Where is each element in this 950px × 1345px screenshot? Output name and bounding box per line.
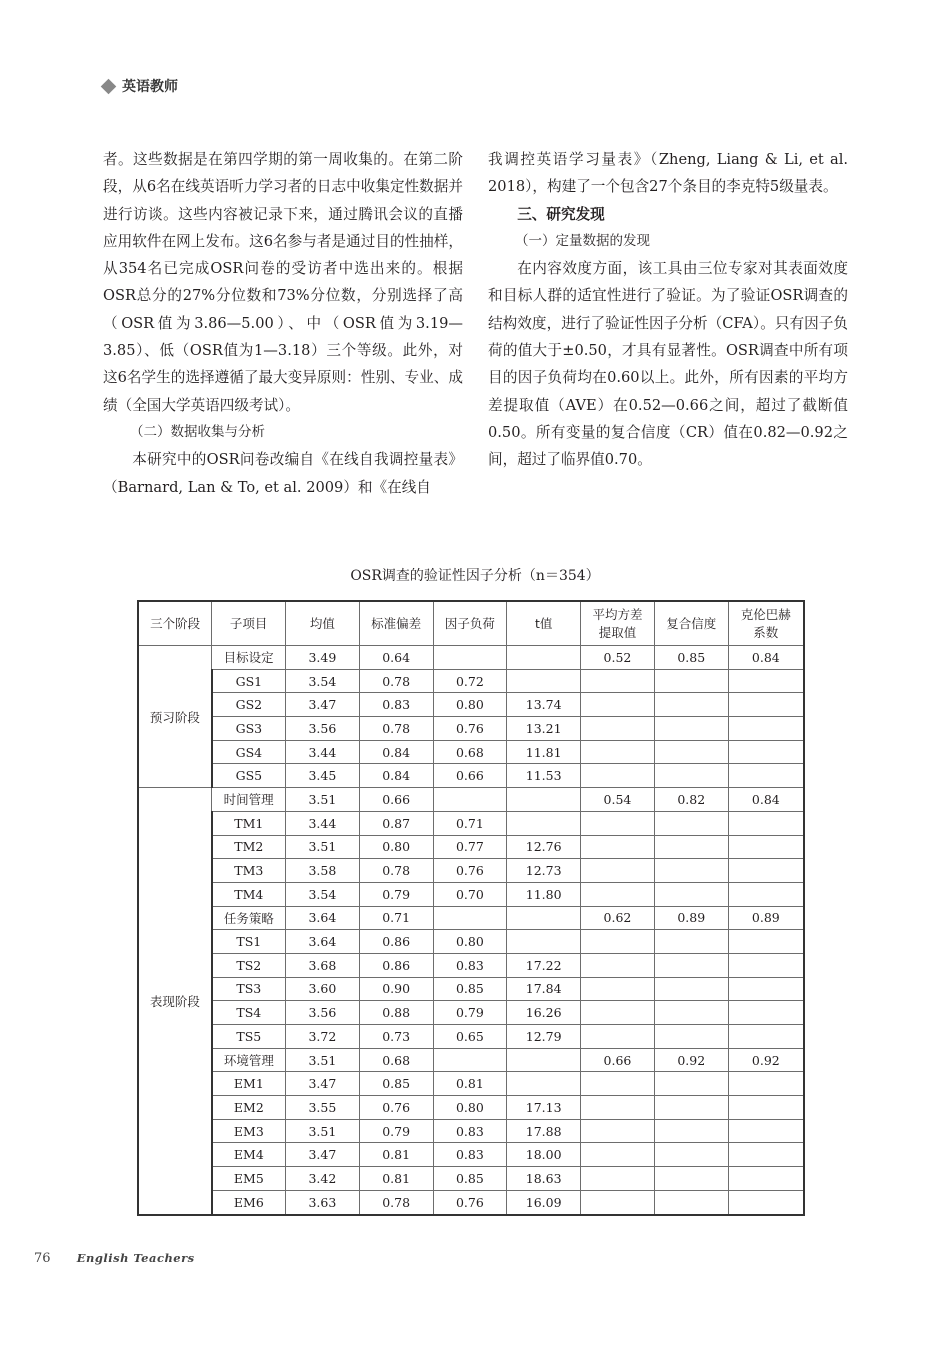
value-cell: 3.47: [285, 693, 359, 717]
value-cell: [728, 1096, 804, 1120]
table-row: [138, 693, 804, 717]
value-cell: 0.71: [359, 906, 433, 930]
value-cell: 0.77: [433, 835, 507, 859]
table-body: [138, 646, 804, 1215]
value-cell: 0.86: [359, 930, 433, 954]
value-cell: 3.45: [285, 764, 359, 788]
value-cell: [507, 811, 581, 835]
value-cell: 3.55: [285, 1096, 359, 1120]
value-cell: [654, 882, 728, 906]
value-cell: 0.84: [359, 764, 433, 788]
value-cell: 0.88: [359, 1001, 433, 1025]
value-cell: 0.78: [359, 1190, 433, 1214]
subitem-cell: GS2: [212, 693, 286, 717]
value-cell: 17.22: [507, 953, 581, 977]
value-cell: 0.84: [359, 740, 433, 764]
value-cell: 0.73: [359, 1025, 433, 1049]
value-cell: 0.81: [359, 1143, 433, 1167]
value-cell: [654, 1190, 728, 1214]
subitem-cell: EM5: [212, 1167, 286, 1191]
value-cell: [581, 717, 655, 741]
value-cell: [433, 646, 507, 670]
value-cell: 0.78: [359, 859, 433, 883]
value-cell: [728, 953, 804, 977]
value-cell: 3.64: [285, 906, 359, 930]
table-row: [138, 1167, 804, 1191]
paragraph: 本研究中的OSR问卷改编自《在线自我调控量表》（Barnard, Lan & To, et al. 2009）和《在线自: [103, 451, 463, 496]
value-cell: 17.88: [507, 1119, 581, 1143]
value-cell: [507, 930, 581, 954]
paragraph: 者。这些数据是在第四学期的第一周收集的。在第二阶段，从6名在线英语听力学习者的日志中收集定性数据并进行访谈。这些内容被记录下来，通过腾讯会议的直播应用软件在网上发布。这6名参与者是通过目的性抽样，从354名已完成OSR问卷的受访者中选出来的。根据OSR总分的27%分位数和73%分位数，分别选择了高（OSR值为3.86—5.00）、中（OSR值为3.19—3.85）、低（OSR值为1—3.18）三个等级。此外，对这6名学生的选择遵循了最大变异原则：性别、专业、成绩（全国大学英语四级考试）。: [103, 151, 463, 414]
cfa-table: [137, 600, 805, 1216]
subitem-cell: TS1: [212, 930, 286, 954]
value-cell: [581, 859, 655, 883]
value-cell: 0.70: [433, 882, 507, 906]
value-cell: 3.51: [285, 788, 359, 812]
value-cell: [654, 811, 728, 835]
value-cell: [581, 1096, 655, 1120]
table-row: [138, 1001, 804, 1025]
journal-name: English Teachers: [76, 1251, 195, 1265]
value-cell: 0.89: [654, 906, 728, 930]
journal-title: 英语教师: [122, 79, 178, 95]
value-cell: [433, 906, 507, 930]
value-cell: 3.42: [285, 1167, 359, 1191]
value-cell: [728, 811, 804, 835]
value-cell: 0.76: [359, 1096, 433, 1120]
value-cell: 0.78: [359, 669, 433, 693]
value-cell: 0.83: [433, 1119, 507, 1143]
header-cell: 均值: [285, 601, 359, 646]
subitem-cell: GS1: [212, 669, 286, 693]
value-cell: 3.47: [285, 1072, 359, 1096]
value-cell: 11.81: [507, 740, 581, 764]
value-cell: 0.85: [654, 646, 728, 670]
value-cell: [581, 1190, 655, 1214]
value-cell: 0.81: [433, 1072, 507, 1096]
value-cell: [581, 953, 655, 977]
value-cell: 3.44: [285, 740, 359, 764]
value-cell: [507, 1048, 581, 1072]
value-cell: 12.73: [507, 859, 581, 883]
value-cell: 0.90: [359, 977, 433, 1001]
subitem-cell: TM4: [212, 882, 286, 906]
table-row: [138, 835, 804, 859]
header-cell: t值: [507, 601, 581, 646]
value-cell: [581, 764, 655, 788]
value-cell: 3.54: [285, 882, 359, 906]
value-cell: 3.51: [285, 1119, 359, 1143]
header-cell: 复合信度: [654, 601, 728, 646]
value-cell: 0.86: [359, 953, 433, 977]
value-cell: 3.49: [285, 646, 359, 670]
value-cell: [654, 717, 728, 741]
table-row: [138, 977, 804, 1001]
section-subheading: （一）定量数据的发现: [515, 232, 650, 249]
running-header: [103, 76, 178, 96]
table-row: [138, 1190, 804, 1214]
stage-cell: 预习阶段: [138, 646, 212, 788]
value-cell: [654, 953, 728, 977]
value-cell: 0.66: [581, 1048, 655, 1072]
value-cell: 0.84: [728, 646, 804, 670]
table-caption: OSR调查的验证性因子分析（n＝354）: [350, 568, 600, 584]
table-row: [138, 1025, 804, 1049]
value-cell: [728, 1167, 804, 1191]
subitem-cell: EM4: [212, 1143, 286, 1167]
value-cell: 0.72: [433, 669, 507, 693]
value-cell: 3.47: [285, 1143, 359, 1167]
value-cell: [654, 693, 728, 717]
table-row: [138, 669, 804, 693]
value-cell: 0.76: [433, 859, 507, 883]
value-cell: [581, 1072, 655, 1096]
value-cell: 0.64: [359, 646, 433, 670]
value-cell: [654, 1025, 728, 1049]
value-cell: 0.83: [433, 1143, 507, 1167]
subitem-cell: GS3: [212, 717, 286, 741]
header-cell: 平均方差提取值: [581, 601, 655, 646]
value-cell: 0.83: [359, 693, 433, 717]
value-cell: [728, 882, 804, 906]
value-cell: 0.80: [433, 930, 507, 954]
value-cell: 0.80: [433, 693, 507, 717]
subitem-cell: GS4: [212, 740, 286, 764]
subitem-cell: TM3: [212, 859, 286, 883]
value-cell: 0.65: [433, 1025, 507, 1049]
value-cell: 16.26: [507, 1001, 581, 1025]
value-cell: 3.44: [285, 811, 359, 835]
value-cell: [581, 835, 655, 859]
value-cell: [581, 1119, 655, 1143]
table-row: [138, 859, 804, 883]
value-cell: [507, 669, 581, 693]
table-header-row: [138, 601, 804, 646]
subitem-cell: 任务策略: [212, 906, 286, 930]
value-cell: 0.62: [581, 906, 655, 930]
value-cell: [581, 693, 655, 717]
subitem-cell: 时间管理: [212, 788, 286, 812]
table-row: [138, 906, 804, 930]
value-cell: [654, 1119, 728, 1143]
value-cell: [654, 859, 728, 883]
value-cell: [654, 977, 728, 1001]
subitem-cell: EM6: [212, 1190, 286, 1214]
value-cell: 3.63: [285, 1190, 359, 1214]
value-cell: 0.79: [433, 1001, 507, 1025]
diamond-icon: [101, 78, 117, 94]
value-cell: 0.84: [728, 788, 804, 812]
value-cell: 3.51: [285, 1048, 359, 1072]
value-cell: 3.56: [285, 1001, 359, 1025]
value-cell: [581, 1167, 655, 1191]
value-cell: 13.21: [507, 717, 581, 741]
value-cell: [433, 1048, 507, 1072]
value-cell: 0.66: [359, 788, 433, 812]
value-cell: [654, 1001, 728, 1025]
value-cell: 12.79: [507, 1025, 581, 1049]
value-cell: [433, 788, 507, 812]
value-cell: 0.80: [359, 835, 433, 859]
value-cell: [728, 859, 804, 883]
table-row: [138, 882, 804, 906]
value-cell: 3.54: [285, 669, 359, 693]
subitem-cell: EM1: [212, 1072, 286, 1096]
value-cell: [728, 1001, 804, 1025]
page-number: 76: [34, 1251, 51, 1266]
header-cell: 标准偏差: [359, 601, 433, 646]
value-cell: 3.64: [285, 930, 359, 954]
value-cell: [654, 1143, 728, 1167]
value-cell: 0.92: [728, 1048, 804, 1072]
section-subheading: （二）数据收集与分析: [130, 423, 265, 440]
table-row: [138, 811, 804, 835]
value-cell: [654, 740, 728, 764]
value-cell: 3.72: [285, 1025, 359, 1049]
right-column: [488, 146, 848, 474]
value-cell: 0.87: [359, 811, 433, 835]
table-row: [138, 646, 804, 670]
value-cell: 0.68: [359, 1048, 433, 1072]
value-cell: 0.79: [359, 882, 433, 906]
header-cell: 子项目: [212, 601, 286, 646]
value-cell: 3.56: [285, 717, 359, 741]
value-cell: [581, 811, 655, 835]
page-footer: [34, 1251, 195, 1266]
value-cell: [581, 930, 655, 954]
value-cell: 3.60: [285, 977, 359, 1001]
table-row: [138, 930, 804, 954]
value-cell: [654, 669, 728, 693]
value-cell: [728, 693, 804, 717]
section-heading: 三、研究发现: [517, 205, 605, 223]
value-cell: 0.78: [359, 717, 433, 741]
value-cell: [581, 740, 655, 764]
subitem-cell: EM2: [212, 1096, 286, 1120]
stage-cell: 表现阶段: [138, 788, 212, 1215]
subitem-cell: EM3: [212, 1119, 286, 1143]
value-cell: 0.68: [433, 740, 507, 764]
value-cell: [581, 977, 655, 1001]
table-row: [138, 717, 804, 741]
table-row: [138, 788, 804, 812]
header-cell: 克伦巴赫系数: [728, 601, 804, 646]
value-cell: [654, 1167, 728, 1191]
value-cell: [728, 977, 804, 1001]
value-cell: 0.54: [581, 788, 655, 812]
value-cell: 0.76: [433, 1190, 507, 1214]
value-cell: [581, 1143, 655, 1167]
value-cell: 12.76: [507, 835, 581, 859]
value-cell: [507, 906, 581, 930]
value-cell: [728, 1025, 804, 1049]
value-cell: [507, 1072, 581, 1096]
value-cell: 16.09: [507, 1190, 581, 1214]
table-row: [138, 1119, 804, 1143]
value-cell: 0.79: [359, 1119, 433, 1143]
value-cell: 0.85: [433, 977, 507, 1001]
paragraph: 在内容效度方面，该工具由三位专家对其表面效度和目标人群的适宜性进行了验证。为了验证OSR调查的结构效度，进行了验证性因子分析（CFA）。只有因子负荷的值大于±0.50，才具有显著性。OSR调查中所有项目的因子负荷均在0.60以上。此外，所有因素的平均方差提取值（AVE）在0.52—0.66之间，超过了截断值0.50。所有变量的复合信度（CR）值在0.82—0.92之间，超过了临界值0.70。: [488, 260, 848, 469]
subitem-cell: GS5: [212, 764, 286, 788]
subitem-cell: TM1: [212, 811, 286, 835]
value-cell: [728, 1072, 804, 1096]
value-cell: [654, 930, 728, 954]
value-cell: 0.76: [433, 717, 507, 741]
subitem-cell: TS2: [212, 953, 286, 977]
value-cell: [654, 764, 728, 788]
value-cell: [654, 835, 728, 859]
value-cell: 0.71: [433, 811, 507, 835]
value-cell: 0.85: [359, 1072, 433, 1096]
value-cell: [581, 882, 655, 906]
value-cell: [581, 1001, 655, 1025]
subitem-cell: 环境管理: [212, 1048, 286, 1072]
table-row: [138, 953, 804, 977]
table-row: [138, 740, 804, 764]
table-row: [138, 1096, 804, 1120]
value-cell: 3.58: [285, 859, 359, 883]
value-cell: 0.83: [433, 953, 507, 977]
subitem-cell: 目标设定: [212, 646, 286, 670]
value-cell: 3.68: [285, 953, 359, 977]
value-cell: 11.53: [507, 764, 581, 788]
value-cell: 0.92: [654, 1048, 728, 1072]
left-column: [103, 146, 463, 501]
value-cell: 0.80: [433, 1096, 507, 1120]
table-row: [138, 764, 804, 788]
value-cell: [507, 646, 581, 670]
subitem-cell: TS3: [212, 977, 286, 1001]
value-cell: [728, 835, 804, 859]
value-cell: [581, 1025, 655, 1049]
header-cell: 因子负荷: [433, 601, 507, 646]
value-cell: 11.80: [507, 882, 581, 906]
table-row: [138, 1048, 804, 1072]
value-cell: [728, 717, 804, 741]
value-cell: [728, 669, 804, 693]
value-cell: 0.52: [581, 646, 655, 670]
value-cell: 17.84: [507, 977, 581, 1001]
subitem-cell: TS5: [212, 1025, 286, 1049]
subitem-cell: TS4: [212, 1001, 286, 1025]
value-cell: [581, 669, 655, 693]
header-cell: 三个阶段: [138, 601, 212, 646]
value-cell: [728, 1143, 804, 1167]
value-cell: [728, 740, 804, 764]
paragraph: 我调控英语学习量表》（Zheng, Liang & Li, et al. 2018），构建了一个包含27个条目的李克特5级量表。: [488, 151, 848, 196]
value-cell: 13.74: [507, 693, 581, 717]
value-cell: 18.00: [507, 1143, 581, 1167]
value-cell: 0.89: [728, 906, 804, 930]
value-cell: 0.66: [433, 764, 507, 788]
value-cell: [507, 788, 581, 812]
value-cell: 18.63: [507, 1167, 581, 1191]
value-cell: [728, 764, 804, 788]
table-row: [138, 1143, 804, 1167]
value-cell: [654, 1096, 728, 1120]
value-cell: 0.85: [433, 1167, 507, 1191]
subitem-cell: TM2: [212, 835, 286, 859]
value-cell: 0.81: [359, 1167, 433, 1191]
value-cell: 0.82: [654, 788, 728, 812]
value-cell: [654, 1072, 728, 1096]
value-cell: [728, 1190, 804, 1214]
value-cell: [728, 930, 804, 954]
value-cell: 17.13: [507, 1096, 581, 1120]
table-row: [138, 1072, 804, 1096]
value-cell: [728, 1119, 804, 1143]
value-cell: 3.51: [285, 835, 359, 859]
